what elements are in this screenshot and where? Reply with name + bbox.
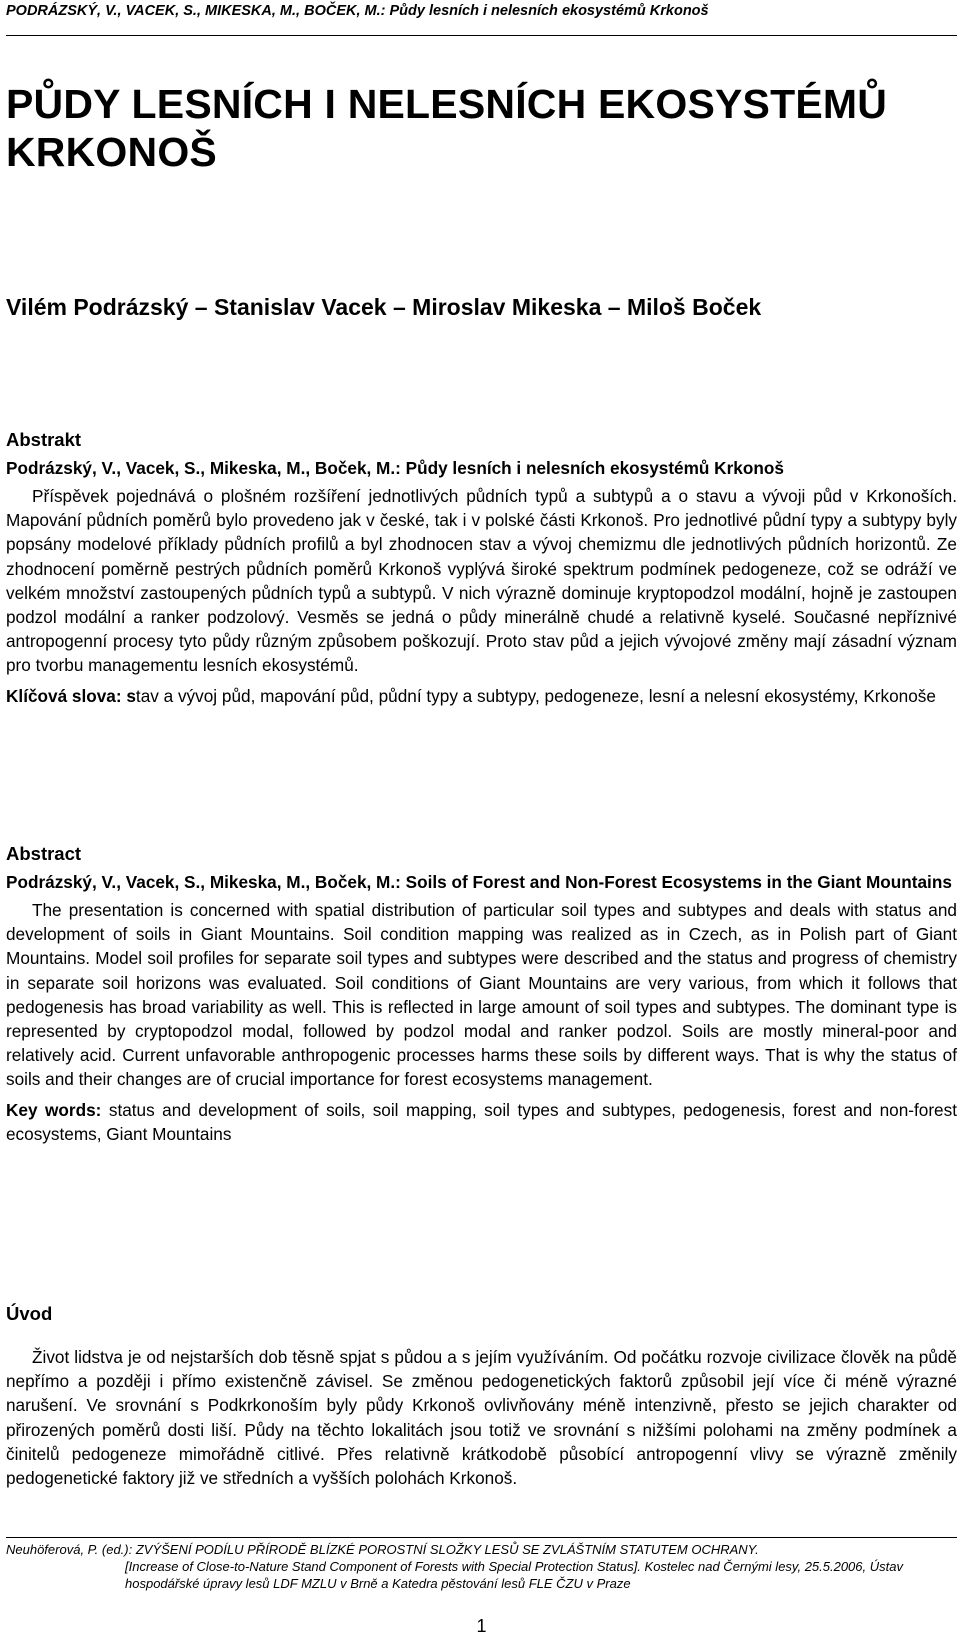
paper-title: PŮDY LESNÍCH I NELESNÍCH EKOSYSTÉMŮ KRKONOŠ — [6, 81, 888, 175]
abstract-keywords-label: Key words: — [6, 1099, 102, 1120]
footer-citation — [6, 1537, 957, 1592]
abstrakt-section — [6, 428, 957, 708]
abstrakt-citation: Podrázský, V., Vacek, S., Mikeska, M., Boček, M.: Půdy lesních i nelesních ekosystémů Krkonoš — [6, 458, 784, 478]
running-header-title: : Půdy lesních i nelesních ekosystémů Krkonoš — [380, 3, 709, 19]
uvod-text: Život lidstva je od nejstarších dob těsně spjat s půdou a s jejím využíváním. Od počátku rozvoje civilizace člověk na půdě nepřímo a později i přímo existenčně závisel. Se změnou pedogenetických faktorů způsobil její více či méně výrazné narušení. Ve srovnání s Podkrkonoším byly půdy Krkonoš ovlivňovány méně intenzivně, přesto se jejich charakter od přirozených poměrů dosti liší. Půdy na těchto lokalitách jsou totiž ve srovnání s nižšími polohami na změny podmínek a činitelů pedogeneze mimořádně citlivé. Přes relativně krátkodobě působící antropogenní vlivy se výrazně změnily pedogenetické faktory již ve středních a vyšších polohách Krkonoš. — [6, 1347, 957, 1489]
running-header-authors: PODRÁZSKÝ, V., VACEK, S., MIKESKA, M., BOČEK, M. — [6, 3, 381, 19]
footer-line-2: [Increase of Close-to-Nature Stand Component of Forests with Special Protection Status]. Kostelec nad Černými lesy, 25.5.2006, Ústav hospodářské úpravy lesů LDF MZLU v Brně a Katedra pěstování lesů FLE ČZU v Praze — [125, 1559, 903, 1591]
running-header — [6, 2, 957, 36]
abstract-section — [6, 842, 957, 1146]
abstrakt-keywords — [6, 684, 957, 708]
abstract-citation: Podrázský, V., Vacek, S., Mikeska, M., Boček, M.: Soils of Forest and Non-Forest Ecosystems in the Giant Mountains — [6, 872, 952, 892]
abstract-keywords-text: status and development of soils, soil mapping, soil types and subtypes, pedogenesis, forest and non-forest ecosystems, Giant Mountains — [6, 1099, 957, 1144]
abstract-heading: Abstract — [6, 843, 82, 864]
uvod-section — [6, 1302, 957, 1490]
abstract-keywords — [6, 1098, 957, 1146]
abstract-text: The presentation is concerned with spatial distribution of particular soil types and subtypes and deals with status and development of soils in Giant Mountains. Soil condition mapping was realized as in Czech, as in Polish part of Giant Mountains. Model soil profiles for separate soil types and subtypes were described and the status and progress of chemistry in separate soil horizons was evaluated. Soil conditions of Giant Mountains are very various, from which it follows that pedogenesis has broad variability as well. This is reflected in large amount of soil types and subtypes. The dominant type is represented by cryptopodzol modal, followed by podzol modal and ranker podzol. Soils are mostly mineral-poor and relatively acid. Current unfavorable anthropogenic processes harms these soils by different ways. That is why the status of soils and their changes are of crucial importance for forest ecosystems management. — [6, 900, 957, 1090]
abstrakt-heading: Abstrakt — [6, 429, 82, 450]
abstrakt-keywords-label: Klíčová slova: s — [6, 685, 136, 706]
abstrakt-text: Příspěvek pojednává o plošném rozšíření jednotlivých půdních typů a subtypů a o stavu a vývoji půd v Krkonoších. Mapování půdních poměrů bylo provedeno jak v české, tak i v polské části Krkonoš. Pro jednotlivé půdní typy a subtypy byly popsány modelové příklady půdních profilů a byl zhodnocen stav a vývoj chemizmu dle jednotlivých půdních horizontů. Ze zhodnocení poměrně pestrých půdních poměrů Krkonoš vyplývá široké spektrum podmínek pedogeneze, což se odráží ve velkém množství zastoupených půdních typů a subtypů. V nich výrazně dominuje kryptopodzol modální, hojně je zastoupen podzol modální a ranker podzolový. Vesměs se jedná o půdy minerálně chudé a relativně kyselé. Současné nepříznivé antropogenní procesy tyto půdy různým způsobem poškozují. Proto stav půd a jejich vývojové změny mají zásadní význam pro tvorbu managementu lesních ekosystémů. — [6, 486, 957, 676]
author-list: Vilém Podrázský – Stanislav Vacek – Miroslav Mikeska – Miloš Boček — [6, 294, 762, 320]
abstrakt-keywords-text: tav a vývoj půd, mapování půd, půdní typy a subtypy, pedogeneze, lesní a nelesní ekosystémy, Krkonoše — [135, 685, 936, 706]
page-number: 1 — [476, 1616, 487, 1636]
footer-line-1: Neuhöferová, P. (ed.): ZVÝŠENÍ PODÍLU PŘÍRODĚ BLÍZKÉ POROSTNÍ SLOŽKY LESŮ SE ZVLÁŠTNÍM STATUTEM OCHRANY. — [6, 1542, 759, 1557]
uvod-heading: Úvod — [6, 1303, 53, 1324]
